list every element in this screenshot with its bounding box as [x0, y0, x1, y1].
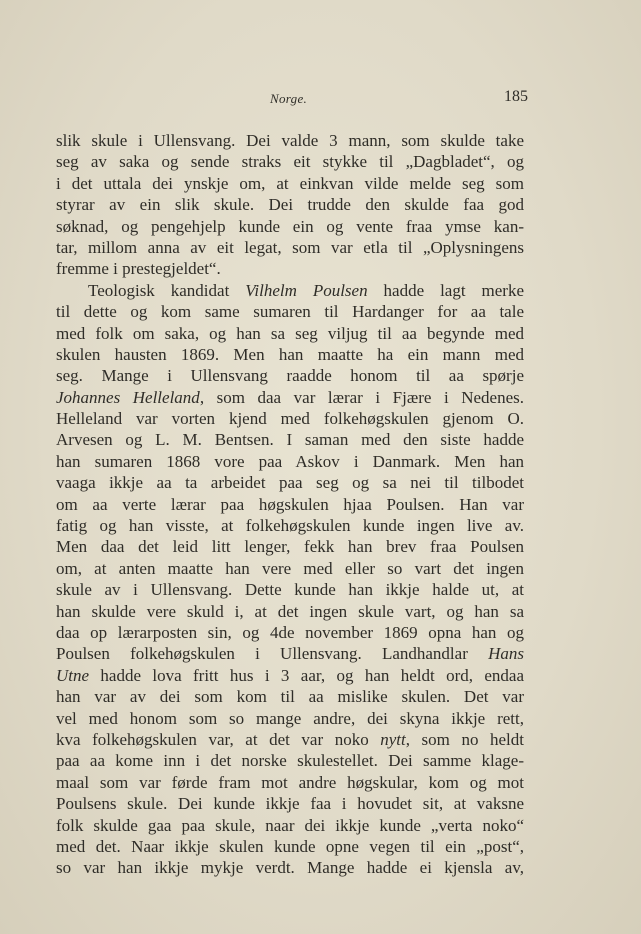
text-segment: i det uttala dei ynskje om, at einkvan vilde melde seg som: [56, 173, 524, 193]
text-line: [56, 451, 524, 472]
italic-name: Utne: [56, 665, 90, 685]
text-line: [56, 515, 524, 536]
text-line: [56, 280, 524, 301]
text-line: [56, 601, 524, 622]
text-segment: styrar av ein slik skule. Dei trudde den skulde faa god: [56, 195, 524, 215]
text-segment: skulen hausten 1869. Men han maatte ha ein mann med: [56, 344, 524, 364]
text-line: [56, 365, 524, 386]
text-segment: slik skule i Ullensvang. Dei valde 3 mann, som skulde take: [56, 131, 524, 150]
text-line: [56, 429, 524, 450]
body-text: [56, 130, 524, 879]
text-segment: seg av saka og sende straks eit stykke til „Dagbladet“, og: [56, 152, 524, 172]
page-header: [56, 88, 526, 110]
text-line: [56, 729, 524, 750]
italic-name: Hans: [488, 644, 524, 664]
text-segment: med det. Naar ikkje skulen kunde opne vegen til ein „post“,: [56, 836, 524, 856]
text-segment: daa op lærarposten sin, og 4de november 1869 opna han og: [56, 622, 524, 642]
text-line: [56, 173, 524, 194]
text-segment: maal som var førde fram mot andre høgskular, kom og mot: [56, 772, 524, 792]
text-segment: seg. Mange i Ullensvang raadde honom til aa spørje: [56, 366, 524, 386]
text-segment: han var av dei som kom til aa mislike skulen. Det var: [56, 687, 524, 707]
page-number: 185: [504, 88, 528, 105]
text-segment: paa aa kome inn i det norske skulestellet. Dei samme klage-: [56, 751, 524, 771]
text-segment: Arvesen og L. M. Bentsen. I saman med den siste hadde: [56, 430, 524, 450]
italic-name: Johannes Helleland: [56, 387, 200, 407]
text-segment: Helleland var vorten kjend med folkehøgskulen gjenom O.: [56, 409, 524, 429]
text-line: [56, 665, 524, 686]
text-line: [56, 579, 524, 600]
text-segment: hadde lagt merke: [367, 280, 524, 300]
text-line: [56, 216, 524, 237]
text-segment: om, at anten maatte han vere med eller so vart det ingen: [56, 558, 524, 578]
text-line: [56, 622, 524, 643]
text-segment: so var han ikkje mykje verdt. Mange hadde ei kjensla av,: [56, 858, 524, 878]
text-segment: , som no heldt: [405, 729, 524, 749]
italic-name: Vilhelm Poulsen: [245, 280, 368, 300]
text-line: [56, 772, 524, 793]
text-line: [56, 536, 524, 557]
text-segment: fatig og han visste, at folkehøgskulen kunde ingen live av.: [56, 516, 524, 536]
text-segment: tar, millom anna av eit legat, som var etla til „Oplysningens: [56, 237, 524, 257]
text-line: [56, 130, 524, 151]
text-line: [56, 708, 524, 729]
text-line: [56, 793, 524, 814]
text-segment: skule av i Ullensvang. Dette kunde han ikkje halde ut, at: [56, 580, 524, 600]
text-line: [56, 643, 524, 664]
text-line: [56, 344, 524, 365]
text-segment: han skulde vere skuld i, at det ingen skule vart, og han sa: [56, 601, 524, 621]
text-segment: vaaga ikkje aa ta arbeidet paa seg og sa nei til tilbodet: [56, 473, 524, 493]
text-segment: kva folkehøgskulen var, at det var noko: [56, 729, 381, 749]
running-title: Norge.: [270, 91, 308, 106]
text-segment: med folk om saka, og han sa seg viljug til aa begynde med: [56, 323, 524, 343]
text-segment: søknad, og pengehjelp kunde ein og vente fraa ymse kan-: [56, 216, 524, 236]
text-segment: til dette og kom same sumaren til Hardanger for aa tale: [56, 302, 524, 322]
text-segment: folk skulde gaa paa skule, naar dei ikkje kunde „verta noko“: [56, 815, 524, 835]
text-line: [56, 857, 524, 878]
text-line: [56, 686, 524, 707]
text-segment: om aa verte lærar paa høgskulen hjaa Poulsen. Han var: [56, 494, 524, 514]
text-line: [56, 387, 524, 408]
text-segment: , som daa var lærar i Fjære i Nedenes.: [199, 387, 524, 407]
text-segment: Poulsen folkehøgskulen i Ullensvang. Landhandlar: [56, 644, 489, 664]
text-segment: hadde lova fritt hus i 3 aar, og han heldt ord, endaa: [89, 665, 524, 685]
text-segment: fremme i prestegjeldet“.: [56, 259, 221, 279]
text-line: [56, 194, 524, 215]
text-line: [56, 815, 524, 836]
text-line: [56, 151, 524, 172]
text-segment: Poulsens skule. Dei kunde ikkje faa i hovudet sit, at vaksne: [56, 794, 524, 814]
text-segment: vel med honom som so mange andre, dei skyna ikkje rett,: [56, 708, 524, 728]
text-line: [56, 558, 524, 579]
text-segment: Teologisk kandidat: [88, 280, 246, 300]
text-segment: han sumaren 1868 vore paa Askov i Danmark. Men han: [56, 451, 524, 471]
text-line: [56, 472, 524, 493]
text-line: [56, 323, 524, 344]
text-line: [56, 258, 524, 279]
text-line: [56, 750, 524, 771]
text-line: [56, 494, 524, 515]
text-line: [56, 408, 524, 429]
text-line: [56, 237, 524, 258]
text-line: [56, 836, 524, 857]
text-line: [56, 301, 524, 322]
italic-name: nytt: [380, 729, 406, 749]
text-segment: Men daa det leid litt lenger, fekk han brev fraa Poulsen: [56, 537, 524, 557]
